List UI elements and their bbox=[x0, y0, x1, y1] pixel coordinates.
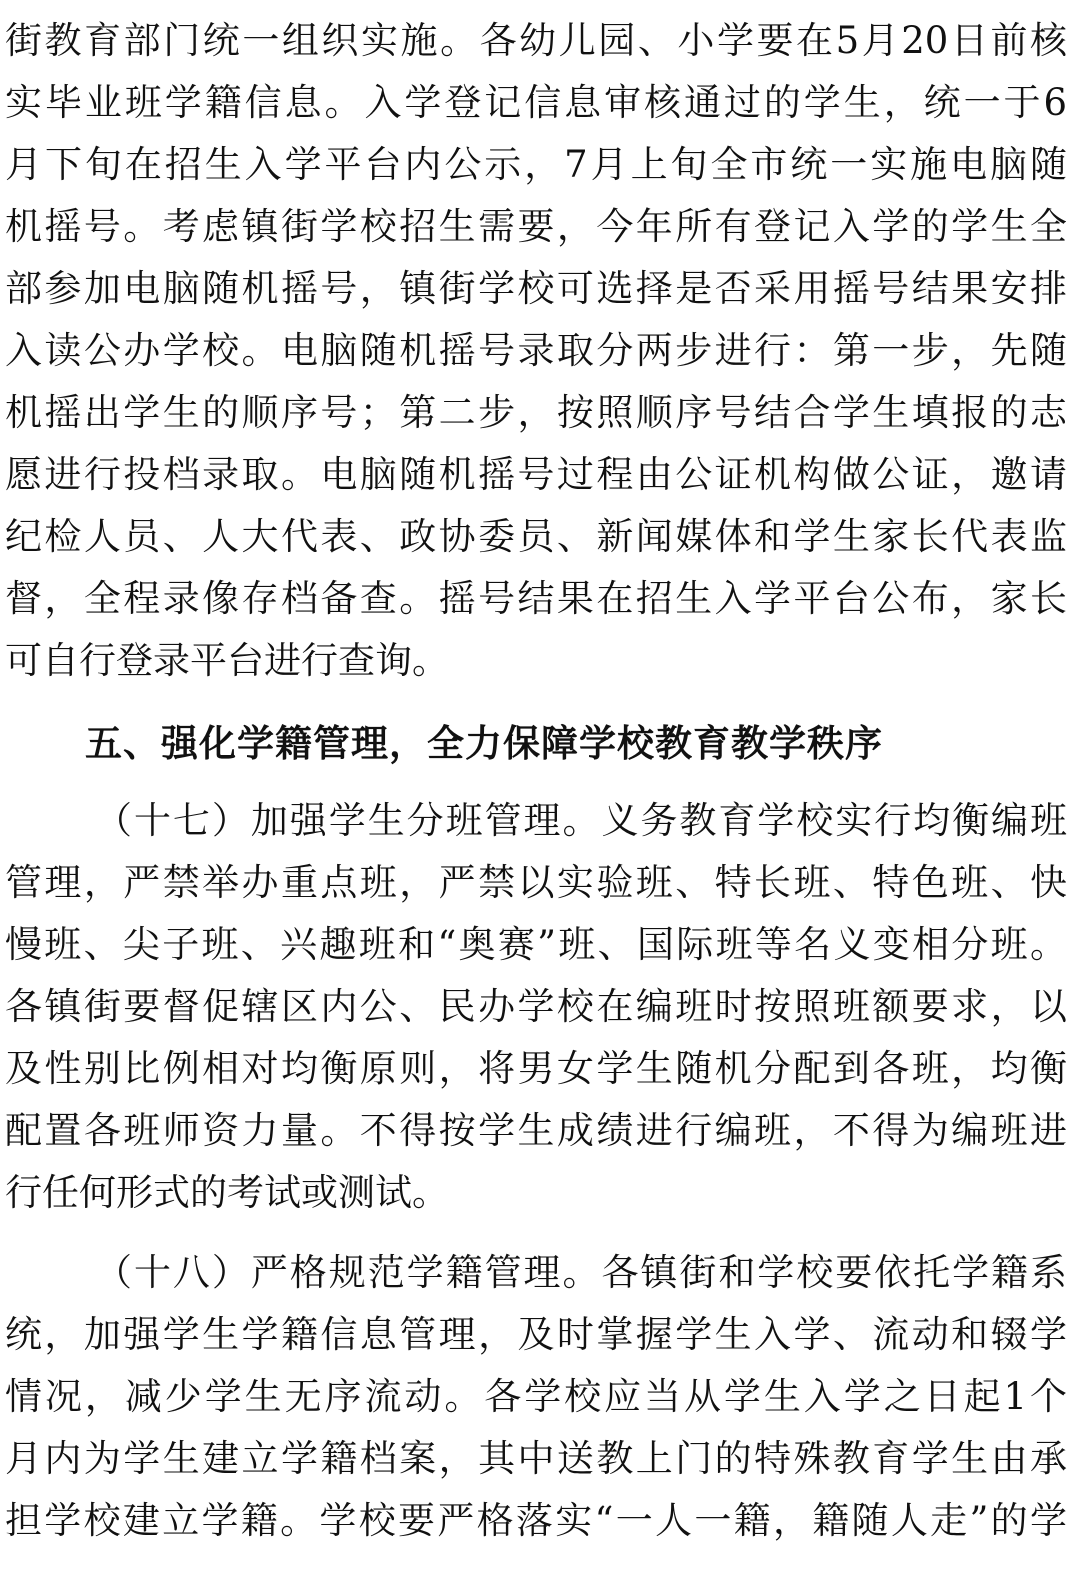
text-line: 机摇号。考虑镇街学校招生需要，今年所有登记入学的学生全 bbox=[5, 205, 1067, 248]
text-line: （十八）严格规范学籍管理。各镇街和学校要依托学籍系 bbox=[95, 1251, 1067, 1294]
text-line: 行任何形式的考试或测试。 bbox=[5, 1171, 449, 1214]
text-line: 入读公办学校。电脑随机摇号录取分两步进行：第一步，先随 bbox=[5, 329, 1067, 372]
text-line: 月下旬在招生入学平台内公示，7月上旬全市统一实施电脑随 bbox=[5, 143, 1067, 186]
text-line: 街教育部门统一组织实施。各幼儿园、小学要在5月20日前核 bbox=[5, 19, 1067, 62]
text-line: 统，加强学生学籍信息管理，及时掌握学生入学、流动和辍学 bbox=[5, 1313, 1067, 1356]
text-line: 慢班、尖子班、兴趣班和“奥赛”班、国际班等名义变相分班。 bbox=[5, 923, 1067, 966]
text-line: 担学校建立学籍。学校要严格落实“一人一籍，籍随人走”的学 bbox=[5, 1499, 1067, 1542]
text-line: 部参加电脑随机摇号，镇街学校可选择是否采用摇号结果安排 bbox=[5, 267, 1067, 310]
text-line: 纪检人员、人大代表、政协委员、新闻媒体和学生家长代表监 bbox=[5, 515, 1067, 558]
text-line: 配置各班师资力量。不得按学生成绩进行编班，不得为编班进 bbox=[5, 1109, 1067, 1152]
text-line: 及性别比例相对均衡原则，将男女学生随机分配到各班，均衡 bbox=[5, 1047, 1067, 1090]
text-line: 督，全程录像存档备查。摇号结果在招生入学平台公布，家长 bbox=[5, 577, 1067, 620]
text-line: 愿进行投档录取。电脑随机摇号过程由公证机构做公证，邀请 bbox=[5, 453, 1067, 496]
text-line: 机摇出学生的顺序号；第二步，按照顺序号结合学生填报的志 bbox=[5, 391, 1067, 434]
text-line: 可自行登录平台进行查询。 bbox=[5, 639, 449, 682]
text-line: 情况，减少学生无序流动。各学校应当从学生入学之日起1个 bbox=[5, 1375, 1067, 1418]
text-line: （十七）加强学生分班管理。义务教育学校实行均衡编班 bbox=[95, 799, 1067, 842]
section-heading: 五、强化学籍管理，全力保障学校教育教学秩序 bbox=[85, 722, 883, 765]
text-line: 各镇街要督促辖区内公、民办学校在编班时按照班额要求，以 bbox=[5, 985, 1067, 1028]
text-line: 实毕业班学籍信息。入学登记信息审核通过的学生，统一于6 bbox=[5, 81, 1067, 124]
text-line: 月内为学生建立学籍档案，其中送教上门的特殊教育学生由承 bbox=[5, 1437, 1067, 1480]
text-line: 管理，严禁举办重点班，严禁以实验班、特长班、特色班、快 bbox=[5, 861, 1067, 904]
